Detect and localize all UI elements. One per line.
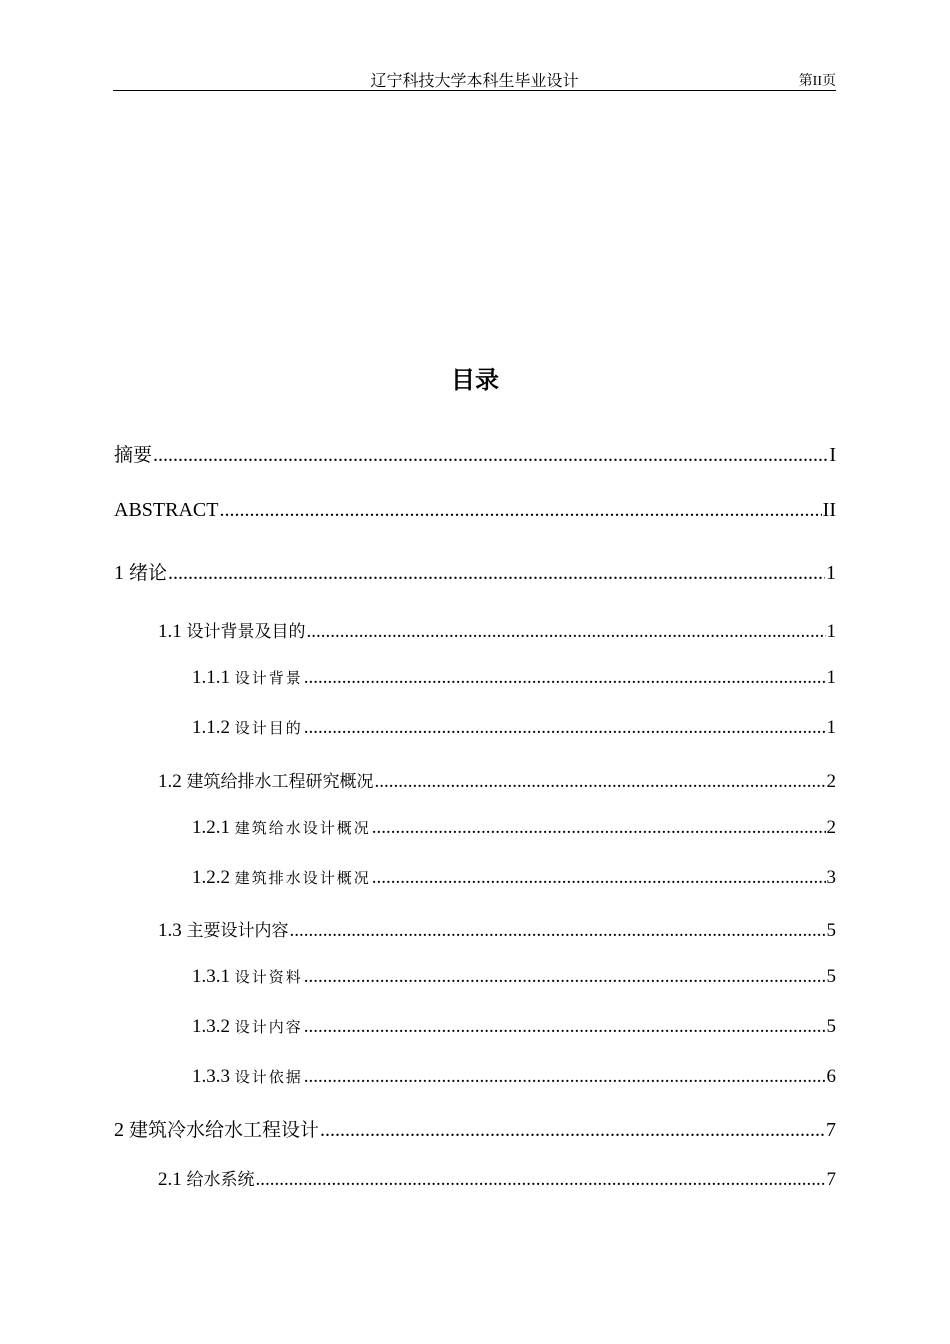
toc-entry-1-3-2[interactable]: 1.3.2 设计内容 ..... 5 — [192, 1016, 836, 1042]
dot-leader — [372, 817, 826, 839]
toc-page-number: 3 — [826, 867, 836, 888]
toc-page-number: 5 — [826, 966, 836, 987]
toc-entry-text: 设计目的 — [234, 719, 303, 737]
toc-entry-1-1[interactable]: 1.1 设计背景及目的 ..... 1 — [158, 617, 836, 643]
toc-entry-text: 设计资料 — [234, 968, 303, 986]
toc-page-number: 5 — [826, 920, 836, 941]
dot-leader — [304, 966, 826, 988]
toc-entry-text: 绪论 — [129, 562, 168, 584]
dot-leader — [304, 1016, 826, 1038]
toc-page-number: 1 — [826, 562, 836, 584]
dot-leader — [290, 920, 826, 942]
toc-entry-text: 建筑排水设计概况 — [234, 869, 371, 887]
toc-page-number: 2 — [826, 771, 836, 792]
toc-page-number: 1 — [826, 621, 836, 642]
toc-page-number: 1 — [826, 667, 836, 688]
toc-page-number: 2 — [826, 817, 836, 838]
dot-leader — [256, 1169, 826, 1191]
dot-leader — [304, 667, 826, 689]
toc-entry-2-1[interactable]: 2.1 给水系统 ..... 7 — [158, 1165, 836, 1191]
toc-entry-2[interactable]: 2 建筑冷水给水工程设计 ..... 7 — [114, 1115, 836, 1141]
page-header — [113, 64, 836, 91]
dot-leader — [320, 1119, 825, 1141]
toc-entry-text: 建筑给水设计概况 — [234, 819, 371, 837]
header-title: 辽宁科技大学本科生毕业设计 — [370, 73, 579, 90]
toc-page-number: 1 — [826, 717, 836, 738]
toc-entry-1-3-3[interactable]: 1.3.3 设计依据 ..... 6 — [192, 1066, 836, 1092]
dot-leader — [307, 621, 826, 643]
toc-page-number: 7 — [826, 1119, 836, 1141]
toc-entry-1-1-2[interactable]: 1.1.2 设计目的 ..... 1 — [192, 717, 836, 743]
toc-entry-1-1-1[interactable]: 1.1.1 设计背景 ..... 1 — [192, 667, 836, 693]
toc-entry-1-2[interactable]: 1.2 建筑给排水工程研究概况 ..... 2 — [158, 767, 836, 793]
toc-entry-1-3[interactable]: 1.3 主要设计内容 ..... 5 — [158, 916, 836, 942]
toc-page-number: 7 — [826, 1169, 836, 1190]
toc-entry-text: 设计内容 — [234, 1018, 303, 1036]
toc-entry-text: 摘要 — [114, 444, 153, 466]
dot-leader — [304, 717, 826, 739]
toc-entry-abstract-cn[interactable] — [114, 440, 836, 466]
toc-entry-text: 设计背景 — [234, 669, 303, 687]
toc-entry-text: 给水系统 — [186, 1170, 255, 1190]
toc-page-number: 6 — [826, 1066, 836, 1087]
toc-entry-text: 建筑冷水给水工程设计 — [129, 1119, 320, 1141]
dot-leader — [168, 562, 825, 584]
dot-leader — [219, 499, 821, 522]
toc-page-number: 5 — [826, 1016, 836, 1037]
header-page-number: 第II页 — [798, 74, 836, 89]
dot-leader — [153, 444, 828, 466]
toc-entry-text: 建筑给排水工程研究概况 — [186, 772, 374, 792]
toc-entry-text: 主要设计内容 — [186, 921, 289, 941]
toc-entry-1[interactable]: 1 绪论 ..... 1 — [114, 558, 836, 584]
toc-entry-1-2-1[interactable]: 1.2.1 建筑给水设计概况 ..... 2 — [192, 817, 836, 843]
toc-entry-1-2-2[interactable]: 1.2.2 建筑排水设计概况 ..... 3 — [192, 867, 836, 893]
toc-entry-text: 设计依据 — [234, 1068, 303, 1086]
toc-entry-1-3-1[interactable]: 1.3.1 设计资料 ..... 5 — [192, 966, 836, 992]
toc-page-number: II — [822, 499, 836, 521]
toc-entry-text: 设计背景及目的 — [186, 622, 306, 642]
dot-leader — [372, 867, 826, 889]
dot-leader — [304, 1066, 826, 1088]
dot-leader — [375, 771, 826, 793]
toc-entry-abstract-en[interactable]: ABSTRACT ..... II — [114, 499, 836, 525]
toc-title: 目录 — [451, 366, 499, 394]
toc-page-number: I — [829, 444, 836, 466]
